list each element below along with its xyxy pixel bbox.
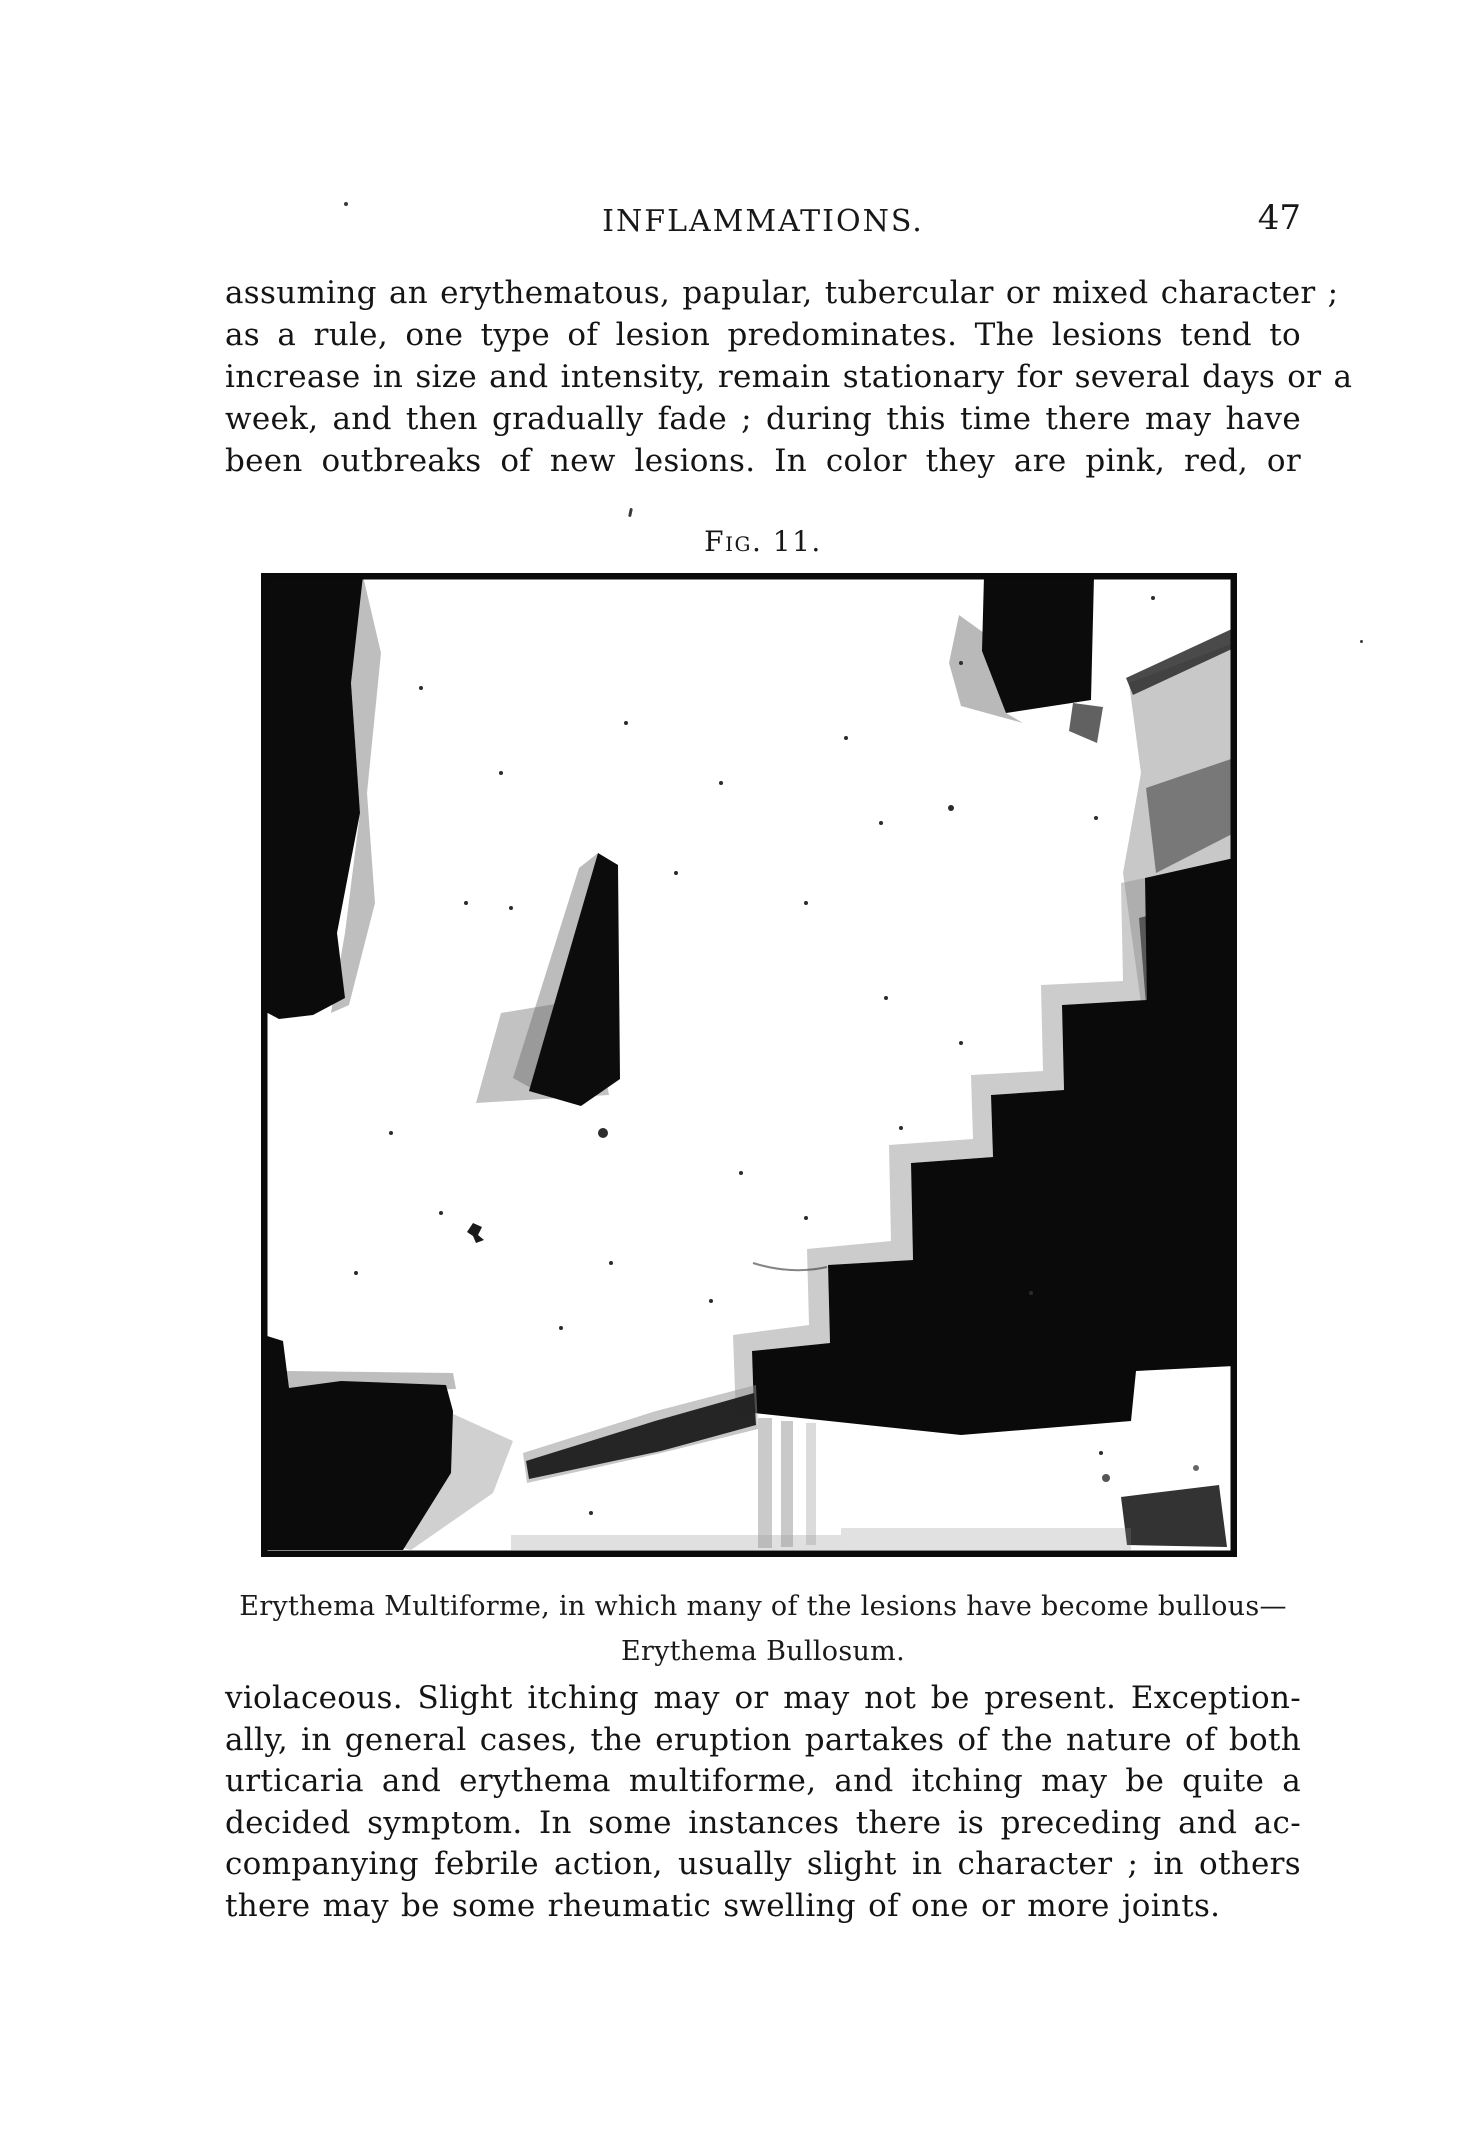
text-line: been outbreaks of new lesions. In color they are pink, red, or <box>225 443 1301 479</box>
text-line: there may be some rheumatic swelling of one or more joints. <box>225 1887 1221 1924</box>
text-line: week, and then gradually fade ; during this time there may have <box>225 401 1301 437</box>
caption-line: Erythema Bullosum. <box>621 1636 905 1667</box>
caption-line: Erythema Multiforme, in which many of the lesions have become bullous— <box>239 1591 1287 1622</box>
text-line: decided symptom. In some instances there is preceding and ac- <box>225 1804 1301 1841</box>
running-header <box>225 198 1301 246</box>
text-line: ally, in general cases, the eruption partakes of the nature of both <box>225 1721 1301 1758</box>
text-line: companying febrile action, usually slight in character ; in others <box>225 1846 1301 1882</box>
text-line: urticaria and erythema multiforme, and itching may be quite a <box>225 1763 1301 1799</box>
figure-frame <box>261 573 1237 1557</box>
body-paragraph-2 <box>225 1678 1301 1927</box>
figure-label: Fig. 11. <box>704 525 822 558</box>
text-line: assuming an erythematous, papular, tubercular or mixed character ; <box>225 275 1339 311</box>
body-paragraph-1 <box>225 272 1353 482</box>
figure-caption <box>196 1584 1330 1674</box>
dust-speck <box>628 508 633 517</box>
text-line: increase in size and intensity, remain stationary for several days or a <box>225 359 1353 395</box>
page-header-title: INFLAMMATIONS. <box>602 204 924 239</box>
text-line: as a rule, one type of lesion predominates. The lesions tend to <box>225 317 1301 353</box>
dust-speck <box>1360 640 1363 643</box>
figure-image <box>261 573 1237 1557</box>
page-number: 47 <box>1257 198 1301 238</box>
text-line: violaceous. Slight itching may or may not be present. Exception- <box>225 1680 1301 1716</box>
